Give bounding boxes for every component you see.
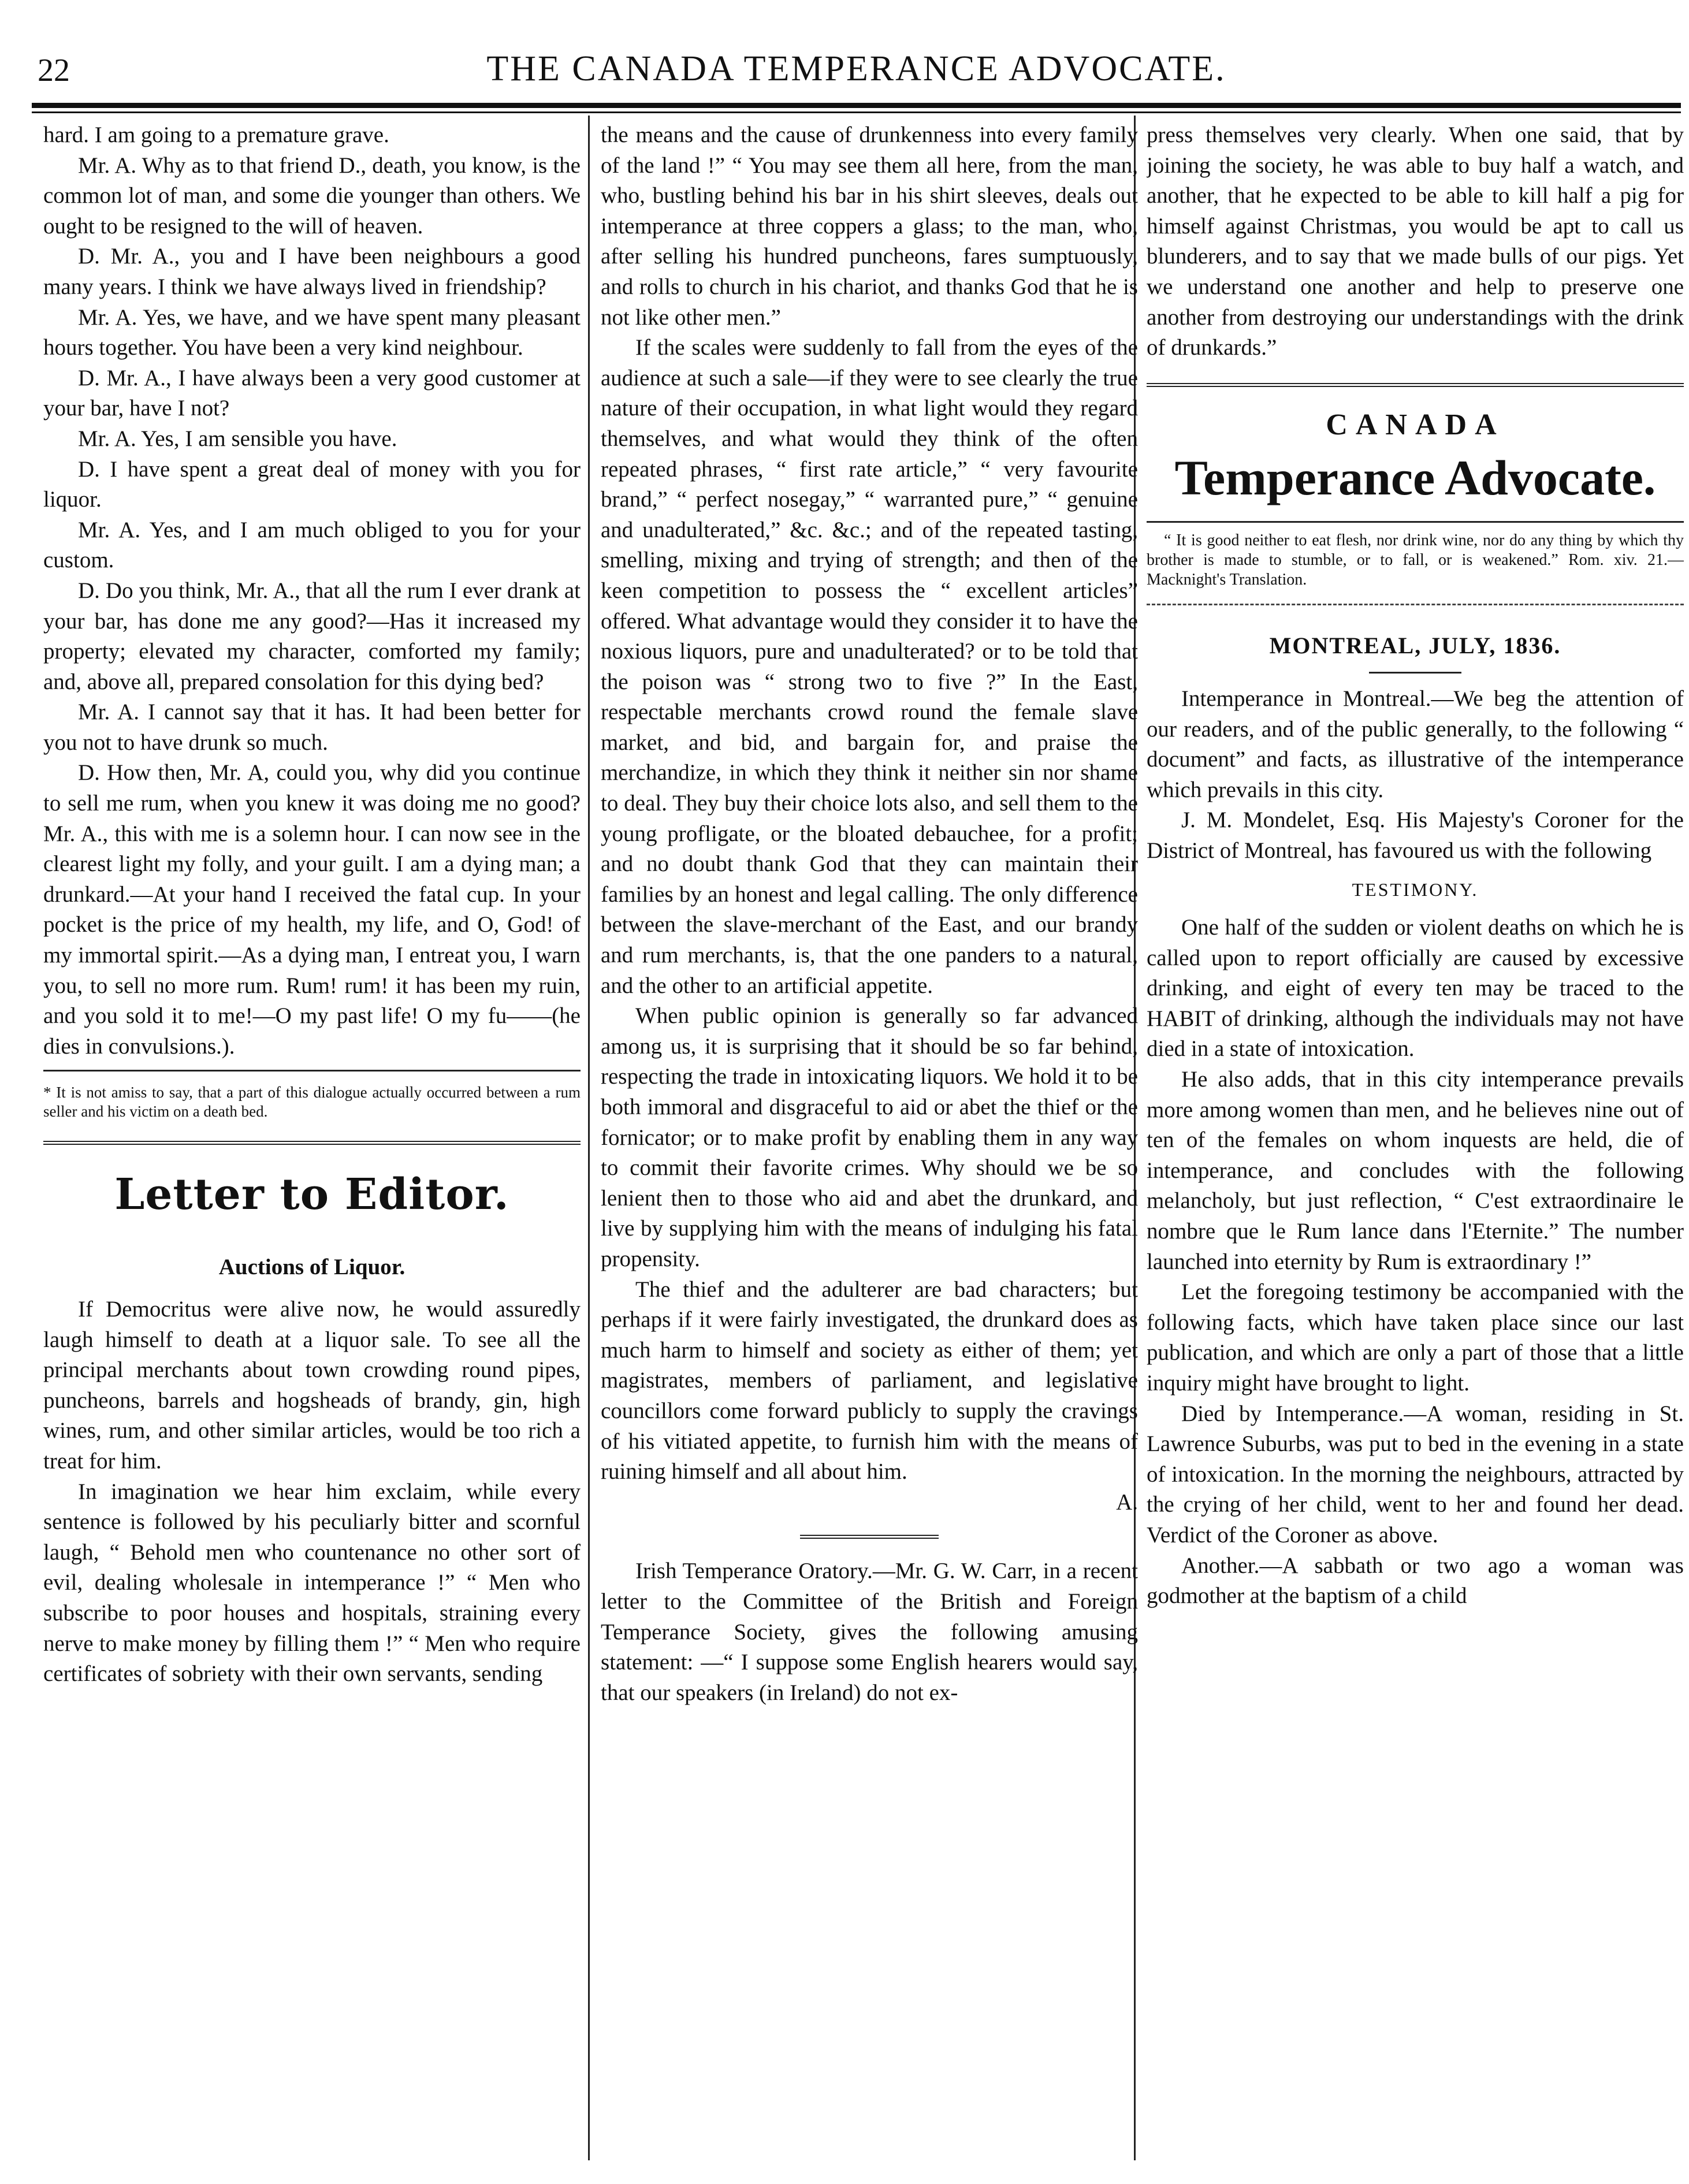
header-rule xyxy=(32,103,1681,108)
paragraph: If Democritus were alive now, he would assuredly laugh himself to death at a liquor sale. To see all the principal merchants about town crowding round pipes, puncheons, barrels and hogsheads of brandy, gin, high wines, rum, and other similar articles, would be too rich a treat for him. xyxy=(43,1297,581,1474)
signature: A. xyxy=(1116,1489,1138,1515)
paragraph: the means and the cause of drunkenness into every family of the land !” “ You may see them all here, from the man, who, bustling behind his bar in his shirt sleeves, deals out intemperance at three coppers a glass; to the man, who, after selling his hundred puncheons, fares sumptuously, and rolls to church in his chariot, and thanks God that he is not like other men.” xyxy=(601,122,1138,330)
divider xyxy=(800,1535,939,1539)
divider xyxy=(1147,383,1684,387)
paragraph: Mr. A. I cannot say that it has. It had been better for you not to have drunk so much. xyxy=(43,700,581,755)
divider xyxy=(1147,604,1684,605)
column-divider xyxy=(588,116,590,2160)
running-title: THE CANADA TEMPERANCE ADVOCATE. xyxy=(486,49,1226,88)
divider xyxy=(43,1070,581,1071)
paragraph: He also adds, that in this city intemperance prevails more among women than men, and he believes nine out of ten of the females on whom inquests are held, die of intemperance, and concludes with the following melancholy, but just reflection, “ C'est extraordinaire le nombre que le Rum lance dans l'Eternite.” The number launched into eternity by Rum is extraordinary !” xyxy=(1147,1067,1684,1274)
section-title: Letter to Editor. xyxy=(114,1170,509,1220)
paragraph: Irish Temperance Oratory.—Mr. G. W. Carr, in a recent letter to the Committee of the British and Foreign Temperance Society, gives the following amusing statement: —“ I suppose some English hearers would say, that our speakers (in Ireland) do not ex- xyxy=(601,1558,1138,1705)
column-3 xyxy=(1147,120,1684,2165)
paragraph: Another.—A sabbath or two ago a woman was godmother at the baptism of a child xyxy=(1147,1553,1684,1609)
paragraph: D. Mr. A., you and I have been neighbours a good many years. I think we have always lived in friendship? xyxy=(43,244,581,299)
paragraph: Mr. A. Yes, I am sensible you have. xyxy=(78,426,397,451)
page-number: 22 xyxy=(38,53,70,88)
paragraph: D. How then, Mr. A, could you, why did you continue to sell me rum, when you knew it was doing me no good? Mr. A., this with me is a solemn hour. I can now see in the clearest light my folly, and your guilt. I am a dying man; a drunkard.—At your hand I received the fatal cup. In your pocket is the price of my health, my life, and O, God! of my immortal spirit.—As a dying man, I entreat you, I warn you, to sell no more rum. Rum! rum! it has been my ruin, and you sold it to me!—O my past life! O my fu——(he dies in convulsions.). xyxy=(43,760,581,1059)
column-2 xyxy=(601,120,1138,2165)
paragraph: Died by Intemperance.—A woman, residing in St. Lawrence Suburbs, was put to bed in the evening in a state of intoxication. In the morning the neighbours, attracted by the crying of her child, went to her and found her dead. Verdict of the Coroner as above. xyxy=(1147,1401,1684,1547)
paragraph: D. Do you think, Mr. A., that all the rum I ever drank at your bar, has done me any good?—Has it increased my property; elevated my character, comforted my family; and, above all, prepared consolation for this dying bed? xyxy=(43,578,581,694)
article-title: Auctions of Liquor. xyxy=(218,1255,405,1280)
paragraph: Mr. A. Yes, and I am much obliged to you for your custom. xyxy=(43,517,581,573)
masthead-top: CANADA xyxy=(1326,408,1505,441)
paragraph: J. M. Mondelet, Esq. His Majesty's Coroner for the District of Montreal, has favoured us with the following xyxy=(1147,808,1684,863)
paragraph: In imagination we hear him exclaim, while every sentence is followed by his peculiarly bitter and scornful laugh, “ Behold men who countenance no other sort of evil, dealing wholesale in intemperance !” “ Men who subscribe to poor houses and hospitals, straining every nerve to make money by filling them !” “ Men who require certificates of sobriety with their own servants, sending xyxy=(43,1479,581,1687)
paragraph: When public opinion is generally so far advanced among us, it is surprising that it should be so far behind, respecting the trade in intoxicating liquors. We hold it to be both immoral and disgraceful to aid or abet the thief or the fornicator; or to make profit by enabling them in any way to commit their favorite crimes. Why should we be so lenient then to those who aid and abet the drunkard, and live by supplying him with the means of indulging his fatal propensity. xyxy=(601,1003,1138,1271)
paragraph: Let the foregoing testimony be accompanied with the following facts, which have taken place since our last publication, and which are only a part of those that a little inquiry might have brought to light. xyxy=(1147,1279,1684,1396)
divider xyxy=(1369,672,1461,674)
dateline: MONTREAL, JULY, 1836. xyxy=(1269,632,1561,659)
epigraph: “ It is good neither to eat flesh, nor drink wine, nor do any thing by which thy brother is made to stumble, or to fall, or is weakened.” Rom. xiv. 21.—Macknight's Translation. xyxy=(1147,531,1684,589)
paragraph: D. I have spent a great deal of money with you for liquor. xyxy=(43,456,581,512)
paragraph: D. Mr. A., I have always been a very good customer at your bar, have I not? xyxy=(43,365,581,421)
paragraph: The thief and the adulterer are bad characters; but perhaps if it were fairly investigated, the drunkard does as much harm to himself and society as either of them; yet magistrates, members of parliament, and legislative councillors come forward publicly to supply the cravings of his vitiated appetite, to furnish him with the means of ruining himself and all about him. xyxy=(601,1277,1138,1484)
header-rule-thin xyxy=(32,111,1681,113)
paragraph: press themselves very clearly. When one said, that by joining the society, he was able to buy half a watch, and another, that he expected to be able to kill half a pig for himself against Christmas, you would be apt to call us blunderers, and to say that we made bulls of our pigs. Yet we understand one another and help to preserve one another from destroying our understandings with the drink of drunkards.” xyxy=(1147,122,1684,360)
column-1 xyxy=(43,120,581,2165)
paragraph: Intemperance in Montreal.—We beg the attention of our readers, and of the public generally, to the following “ document” and facts, as illustrative of the intemperance which prevails in this city. xyxy=(1147,686,1684,802)
divider xyxy=(1147,521,1684,523)
masthead-title: Temperance Advocate. xyxy=(1174,450,1656,506)
footnote: * It is not amiss to say, that a part of this dialogue actually occurred between a rum seller and his victim on a death bed. xyxy=(43,1084,581,1121)
paragraph: Mr. A. Yes, we have, and we have spent many pleasant hours together. You have been a very kind neighbour. xyxy=(43,304,581,360)
subheading: TESTIMONY. xyxy=(1352,879,1479,900)
page-header xyxy=(32,45,1681,103)
paragraph: hard. I am going to a premature grave. xyxy=(43,122,389,147)
paragraph: If the scales were suddenly to fall from the eyes of the audience at such a sale—if they were to see clearly the true nature of their occupation, in what light would they regard themselves, and what would they think of the often repeated phrases, “ first rate article,” “ very favourite brand,” “ perfect nosegay,” “ warranted pure,” “ genuine and unadulterated,” &c. &c.; and of the repeated tasting, smelling, mixing and trying of strength; and then of the keen competition to possess the “ excellent articles” offered. What advantage would they consider it to have the noxious liquors, pure and unadulterated? or to be told that the poison was “ strong two to five ?” In the East, respectable merchants crowd round the female slave market, and bid, and bargain for, and praise the merchandize, in which they think it neither sin nor shame to deal. They buy their choice lots also, and sell them to the young profligate, or the bloated debauchee, for a profit; and no doubt thank God that they can maintain their families by an honest and legal calling. The only difference between the slave-merchant of the East, and our brandy and rum merchants, is, that the one panders to a natural, and the other to an artificial appetite. xyxy=(601,335,1138,998)
section-divider xyxy=(43,1141,581,1145)
paragraph: One half of the sudden or violent deaths on which he is called upon to report officially are caused by excessive drinking, and eight of every ten may be traced to the HABIT of drinking, although the individuals may not have died in a state of intoxication. xyxy=(1147,915,1684,1062)
paragraph: Mr. A. Why as to that friend D., death, you know, is the common lot of man, and some die younger than others. We ought to be resigned to the will of heaven. xyxy=(43,152,581,239)
